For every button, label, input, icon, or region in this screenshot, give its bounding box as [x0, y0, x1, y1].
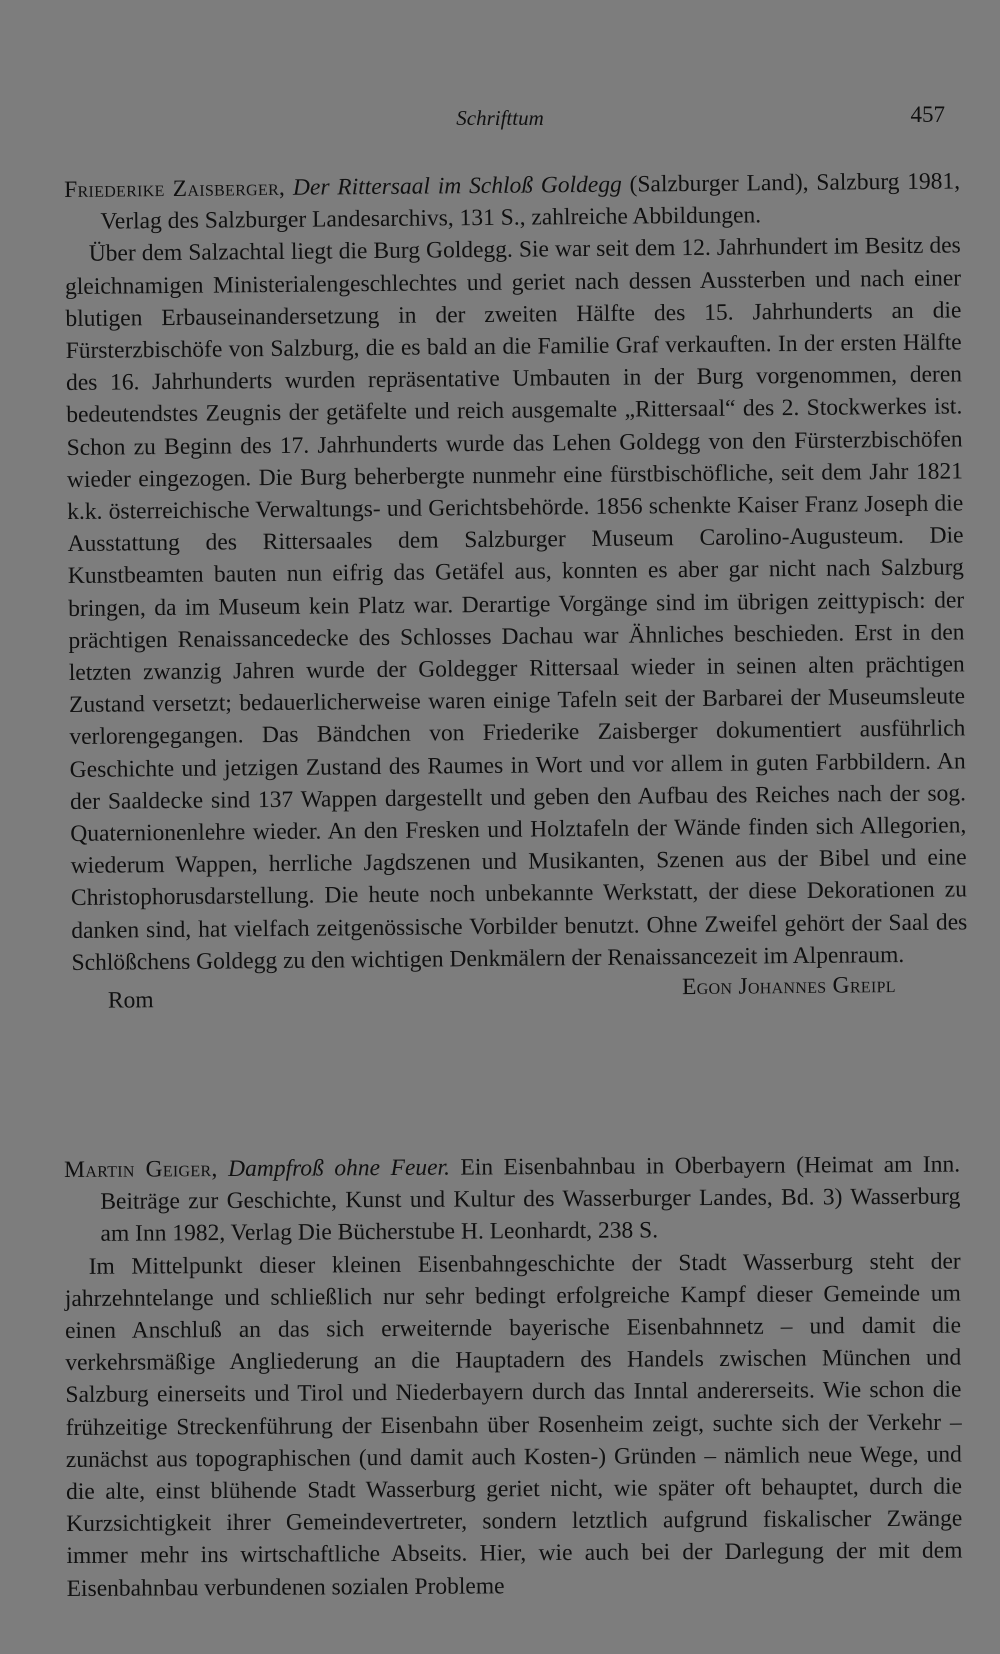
running-title: Schrifttum	[456, 106, 544, 130]
review-zaisberger	[64, 165, 968, 1021]
page-number: 457	[910, 102, 945, 127]
work-title: Der Rittersaal im Schloß Goldegg	[292, 171, 622, 201]
author-name: Martin Geiger,	[64, 1156, 218, 1183]
review-body: Im Mittelpunkt dieser kleinen Eisenbahngeschichte der Stadt Wasserburg steht der jahrzehntelange und schließlich nur sehr bedingt erfolgreiche Kampf dieser Gemeinde um einen Anschluß an das sich erweiternde bayerische Eisenbahnnetz – und damit die verkehrsmäßige Angliederung an die Hauptadern des Handels zwischen München und Salzburg einerseits und Tirol und Niederbayern durch das Inntal andererseits. Wie schon die frühzeitige Streckenführung der Eisenbahn über Rosenheim zeigt, suchte sich der Verkehr – zunächst aus topographischen (und damit auch Kosten-) Gründen – nämlich neue Wege, und die alte, einst blühende Stadt Wasserburg geriet nicht, wie später oft behauptet, durch die Kurzsichtigkeit ihrer Gemeindevertreter, sondern letztlich aufgrund fiskalischer Zwänge immer mehr ins wirtschaftliche Abseits. Hier, wie auch bei der Darlegung der mit dem Eisenbahnbau verbundenen sozialen Probleme	[64, 1248, 963, 1602]
publication-details: (Salzburger Land), Salzburg 1981, Verlag des Salzburger Landesarchivs, 131 S., zahlreiche Abbildungen.	[100, 168, 961, 235]
signature-line	[72, 972, 968, 1021]
citation	[64, 165, 961, 238]
publication-details: Ein Eisenbahnbau in Oberbayern (Heimat am Inn. Beiträge zur Geschichte, Kunst und Kultur des Wasserburger Landes, Bd. 3) Wasserburg am Inn 1982, Verlag Die Bücherstube H. Leonhardt, 238 S.	[100, 1151, 961, 1248]
review-geiger	[64, 1149, 963, 1605]
reviewer-name: Egon Johannes Greipl	[681, 972, 896, 1001]
citation	[64, 1149, 961, 1251]
review-body: Über dem Salzachtal liegt die Burg Goldegg. Sie war seit dem 12. Jahrhundert im Besitz des gleichnamigen Ministerialengeschlechtes und geriet nach dessen Aussterben und nach einer blutigen Erbauseinandersetzung in der zweiten Hälfte des 15. Jahrhunderts an die Fürsterzbischöfe von Salzburg, die es bald an die Familie Graf verkauften. In der ersten Hälfte des 16. Jahrhunderts wurden repräsentative Umbauten in der Burg vorgenommen, deren bedeutendstes Zeugnis der getäfelte und reich ausgemalte „Rittersaal“ des 2. Stockwerkes ist. Schon zu Beginn des 17. Jahrhunderts wurde das Lehen Goldegg von den Fürsterzbischöfen wieder eingezogen. Die Burg beherbergte nunmehr eine fürstbischöfliche, seit dem Jahr 1821 k.k. österreichische Verwaltungs- und Gerichtsbehörde. 1856 schenkte Kaiser Franz Joseph die Ausstattung des Rittersaales dem Salzburger Museum Carolino-Augusteum. Die Kunstbeamten bauten nun eifrig das Getäfel aus, konnten es aber gar nicht nach Salzburg bringen, da im Museum kein Platz war. Derartige Vorgänge sind im übrigen zeittypisch: der prächtigen Renaissancedecke des Schlosses Dachau war Ähnliches beschieden. Erst in den letzten zwanzig Jahren wurde der Goldegger Rittersaal wieder in seinen alten prächtigen Zustand versetzt; bedauerlicherweise waren einige Tafeln seit der Barbarei der Museumsleute verlorengegangen. Das Bändchen von Friederike Zaisberger dokumentiert ausführlich Geschichte und jetzigen Zustand des Raumes in Wort und vor allem in guten Farbbildern. An der Saaldecke sind 137 Wappen dargestellt und geben den Aufbau des Reiches nach der sog. Quaternionenlehre wieder. An den Fresken und Holztafeln der Wände finden sich Allegorien, wiederum Wappen, herrliche Jagdszenen und Musikanten, Szenen aus der Bibel und eine Christophorusdarstellung. Die heute noch unbekannte Werkstatt, der diese Dekorationen zu danken sind, hat vielfach zeitgenössische Vorbilder benutzt. Ohne Zweifel gehört der Saal des Schlößchens Goldegg zu den wichtigen Denkmälern der Renaissancezeit im Alpenraum.	[64, 232, 968, 976]
work-title: Dampfroß ohne Feuer.	[228, 1154, 451, 1182]
author-name: Friederike Zaisberger,	[64, 174, 286, 203]
review-place: Rom	[107, 987, 154, 1014]
